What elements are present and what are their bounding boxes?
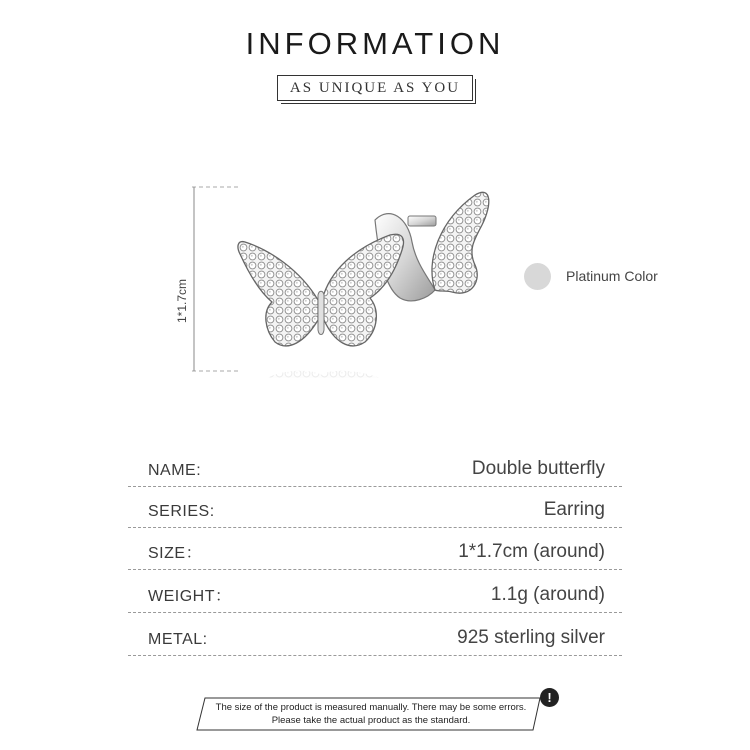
notice-line-2: Please take the actual product as the standard. (271, 715, 471, 726)
spec-row-weight (128, 576, 622, 613)
large-butterfly-left-wing (238, 242, 318, 346)
page-title: INFORMATION (245, 26, 505, 61)
earring-post (408, 216, 436, 226)
notice-text (195, 701, 547, 727)
large-butterfly-right-wing (322, 234, 404, 346)
spec-row-series (128, 491, 622, 528)
butterfly-body (318, 291, 324, 334)
tagline: AS UNIQUE AS YOU (289, 79, 461, 96)
notice-line-1: The size of the product is measured manually. There may be some errors. (215, 702, 527, 713)
spec-value: Earring (543, 499, 605, 520)
spec-key: WEIGHT： (148, 588, 232, 605)
dimension-label: 1*1.7cm (175, 278, 189, 323)
spec-row-size (128, 533, 622, 570)
spec-value: 1.1g (around) (490, 584, 605, 605)
spec-key: SIZE： (148, 545, 203, 562)
disclaimer-notice (195, 697, 547, 731)
spec-key: SERIES: (148, 503, 215, 520)
color-swatch[interactable] (524, 263, 551, 290)
small-butterfly (432, 192, 489, 293)
spec-value: 1*1.7cm (around) (458, 541, 605, 562)
product-image (230, 180, 500, 390)
spec-row-metal (128, 619, 622, 656)
color-option-label: Platinum Color (566, 268, 658, 284)
spec-key: NAME: (148, 462, 202, 479)
exclamation-icon: ! (540, 688, 559, 707)
spec-value: Double butterfly (471, 458, 605, 479)
spec-value: 925 sterling silver (457, 627, 605, 648)
spec-key: METAL: (148, 631, 208, 648)
spec-row-name (128, 450, 622, 487)
